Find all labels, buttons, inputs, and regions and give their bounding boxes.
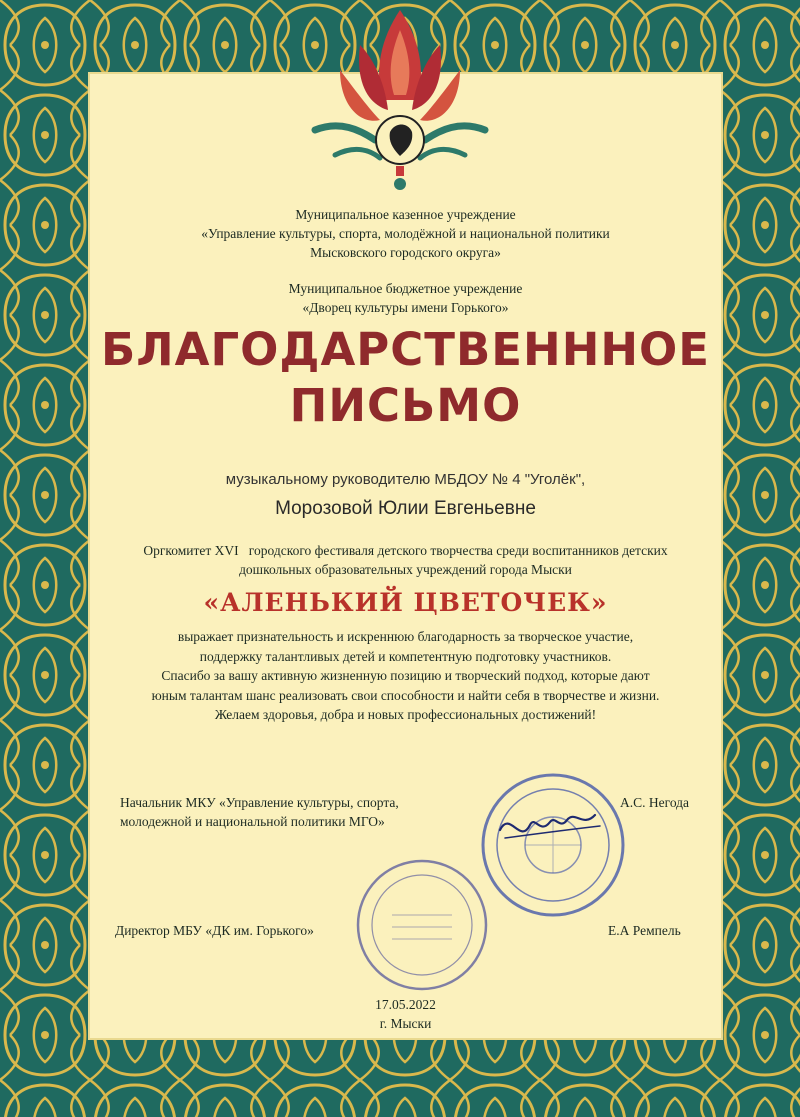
organizer-line-2: «Управление культуры, спорта, молодёжной и национальной политики [201, 226, 610, 241]
body-line-2: поддержку талантливых детей и компетентную подготовку участников. [199, 648, 612, 664]
palace-stamp-round [352, 855, 492, 995]
issue-date: 17.05.2022 [375, 997, 436, 1012]
committee-line-2: дошкольных образовательных учреждений города Мыски [239, 562, 572, 577]
festival-name: «АЛЕНЬКИЙ ЦВЕТОЧЕК» [203, 588, 608, 617]
date-place-block [88, 995, 723, 1033]
second-signatory-name: Е.А Ремпель [608, 923, 681, 938]
issue-city: г. Мыски [379, 1016, 432, 1031]
recipient-role: музыкальному руководителю МБДОУ № 4 "Уголёк", [225, 471, 586, 488]
second-signatory-title: Директор МБУ «ДК им. Горького» [115, 923, 314, 938]
body-line-4: юным талантам шанс реализовать свои способности и найти себя в творчестве и жизни. [151, 687, 660, 703]
title-line-2: ПИСЬМО [289, 379, 522, 432]
certificate-title [88, 322, 723, 434]
handwritten-signature [495, 800, 605, 850]
organizer-line-3: Мысковского городского округа» [310, 245, 501, 260]
first-signatory-title-line-1: Начальник МКУ «Управление культуры, спорта, [120, 795, 399, 810]
first-signatory-name: А.С. Негода [620, 795, 690, 810]
first-signatory-title [120, 793, 440, 831]
body-line-5: Желаем здоровья, добра и новых профессиональных достижений! [214, 707, 597, 722]
body-text [88, 627, 723, 725]
venue-line-1: Муниципальное бюджетное учреждение [288, 281, 523, 296]
venue-block [88, 279, 723, 317]
organizer-block [88, 205, 723, 262]
venue-line-2: «Дворец культуры имени Горького» [302, 300, 509, 315]
committee-block [88, 541, 723, 579]
organizer-line-1: Муниципальное казенное учреждение [295, 207, 516, 222]
body-line-1: выражает признательность и искреннюю благодарность за творческое участие, [177, 629, 634, 644]
title-line-1: БЛАГОДАРСТВЕНННОЕ [100, 323, 711, 376]
palace-emblem-logo [300, 0, 500, 200]
body-line-3: Спасибо за вашу активную жизненную позицию и творческий подход, которые дают [161, 668, 650, 683]
first-signatory-title-line-2: молодежной и национальной политики МГО» [120, 814, 385, 829]
committee-line-1: Оргкомитет XVI городского фестиваля детского творчества среди воспитанников детских [143, 543, 668, 558]
recipient-name: Морозовой Юлии Евгеньевне [275, 498, 536, 519]
